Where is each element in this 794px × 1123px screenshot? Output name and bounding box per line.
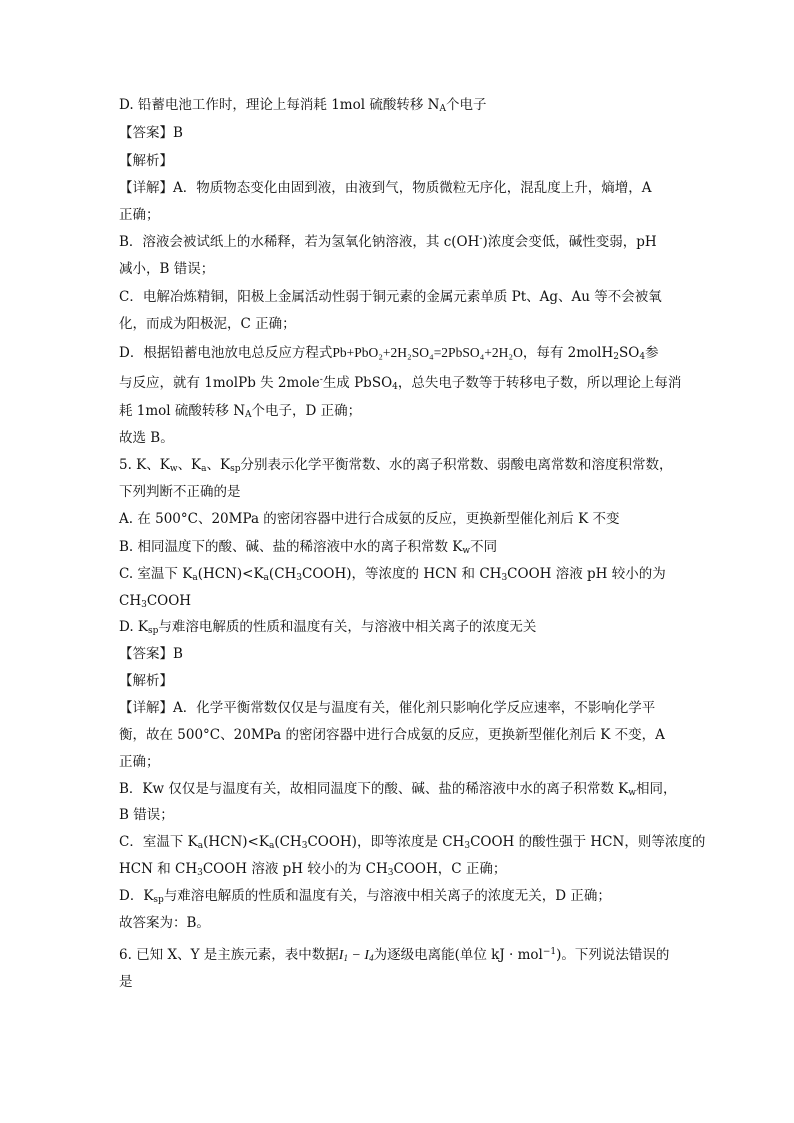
q5-detail-d-line1: D．$K_{sp}$与难溶电解质的性质和温度有关，与溶液中相关离子的浓度无关，D 正确； — [119, 888, 611, 905]
q4-detail-d-line1: D．根据铅蓄电池放电总反应方程式Pb+PbO₂+2H₂SO₄=2PbSO₄+2H₂O，每有 $2molH_2SO_4$参 — [119, 345, 659, 362]
q5-answer: 【答案】B — [119, 646, 183, 662]
q4-analysis-heading: 【解析】 — [119, 153, 173, 169]
q5-detail-b-line2: B 错误； — [119, 807, 174, 823]
q5-option-b: B. 相同温度下的酸、碱、盐的稀溶液中水的离子积常数 $K_w$不同 — [119, 539, 498, 556]
reaction-equation: Pb+PbO₂+2H₂SO₄=2PbSO₄+2H₂O — [332, 345, 523, 360]
q6-stem-line2: 是 — [119, 974, 133, 990]
q4-detail-b-line1: B．溶液会被试纸上的水稀释，若为氢氧化钠溶液，其 c(OH-)浓度会变低，碱性变弱，pH — [119, 234, 657, 250]
q5-detail-a-line1: 【详解】A．化学平衡常数仅仅是与温度有关，催化剂只影响化学反应速率，不影响化学平 — [119, 700, 656, 716]
q6-stem-line1: 6. 已知 X、Y 是主族元素，表中数据$I_1 - I_4$为逐级电离能(单位 kJ · mol$^{-1}$)。下列说法错误的 — [119, 947, 670, 963]
ionization-energy-symbol: $I_1 - I_4$ — [338, 948, 374, 963]
q4-detail-a-line2: 正确； — [119, 207, 160, 223]
q4-conclusion: 故选 B。 — [119, 430, 174, 446]
q4-detail-a-line1: 【详解】A．物质物态变化由固到液，由液到气，物质微粒无序化，混乱度上升，熵增，A — [119, 180, 652, 196]
q5-detail-a-line3: 正确； — [119, 754, 160, 770]
q4-option-d: D. 铅蓄电池工作时，理论上每消耗 1mol 硫酸转移 $N_A$个电子 — [119, 97, 487, 114]
q4-answer: 【答案】B — [119, 125, 183, 141]
q5-option-a: A. 在 500°C、20MPa 的密闭容器中进行合成氨的反应，更换新型催化剂后 K 不变 — [119, 511, 620, 527]
q5-detail-c-line2: HCN 和 $CH_3COOH$ 溶液 pH 较小的为 $CH_3COOH$，C 正确； — [119, 861, 507, 878]
q5-detail-c-line1: C．室温下 $K_a(HCN)<K_a(CH_3COOH)$，即等浓度是 $CH_3COOH$ 的酸性强于 HCN，则等浓度的 — [119, 834, 706, 851]
q4-detail-d-line2: 与反应，就有 1molPb 失 2mole-生成 PbSO$_4$，总失电子数等于转移电子数，所以理论上每消 — [119, 375, 682, 392]
q5-stem-line1: 5. K、$K_w$、$K_a$、$K_{sp}$分别表示化学平衡常数、水的离子积常数、弱酸电离常数和溶度积常数， — [119, 457, 673, 474]
q4-detail-d-line3: 耗 1mol 硫酸转移 $N_A$个电子，D 正确； — [119, 403, 362, 420]
q5-detail-b-line1: B．Kw 仅仅是与温度有关，故相同温度下的酸、碱、盐的稀溶液中水的离子积常数 $K_w$相同， — [119, 781, 677, 798]
q4-detail-b-line2: 减小，B 错误； — [119, 261, 215, 277]
q5-conclusion: 故答案为：B。 — [119, 915, 210, 931]
q5-option-d: D. $K_{sp}$与难溶电解质的性质和温度有关，与溶液中相关离子的浓度无关 — [119, 619, 537, 636]
q5-stem-line2: 下列判断不正确的是 — [119, 484, 241, 500]
q5-detail-a-line2: 衡，故在 500°C、20MPa 的密闭容器中进行合成氨的反应，更换新型催化剂后 K 不变，A — [119, 727, 665, 743]
q5-analysis-heading: 【解析】 — [119, 673, 173, 689]
q5-option-c-line2: $CH_3COOH$ — [119, 593, 192, 610]
q4-detail-c-line2: 化，而成为阳极泥，C 正确； — [119, 316, 296, 332]
q4-detail-c-line1: C．电解冶炼精铜，阳极上金属活动性弱于铜元素的金属元素单质 Pt、Ag、Au 等不会被氧 — [119, 289, 662, 305]
q5-option-c-line1: C. 室温下 $K_a(HCN)<K_a(CH_3COOH)$，等浓度的 HCN 和 $CH_3COOH$ 溶液 pH 较小的为 — [119, 566, 666, 583]
